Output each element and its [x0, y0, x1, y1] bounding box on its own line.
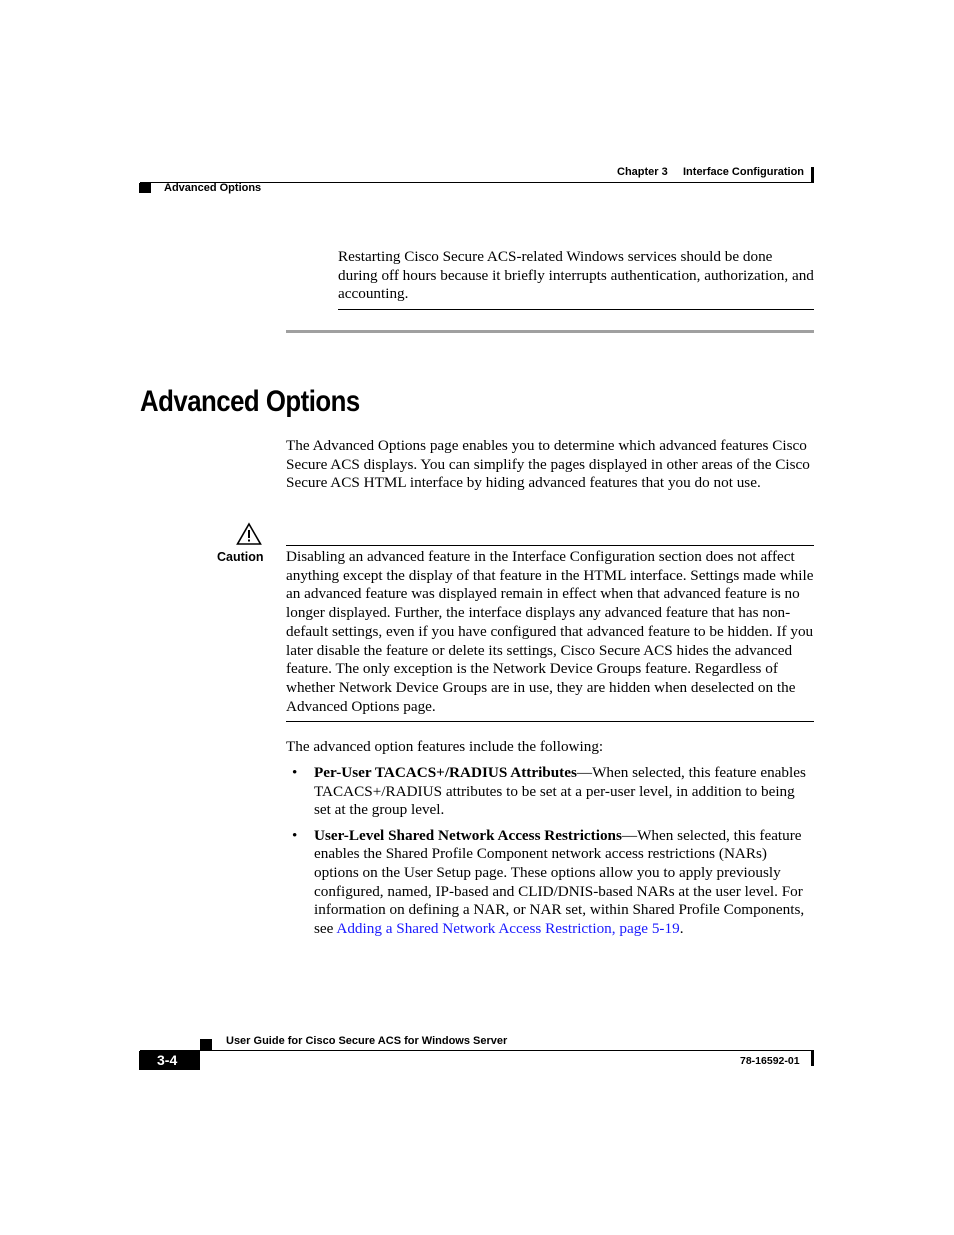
header-chapter-title: Interface Configuration: [683, 166, 805, 178]
feature-description: —When selected, this feature enables TACACS+/RADIUS attributes to be set at a per-user level, in addition to being set at the group level.: [314, 764, 806, 819]
footer-doc-number: 78-16592-01: [740, 1055, 800, 1067]
footer-left-bar: [200, 1039, 212, 1050]
page-number-box: [139, 1051, 200, 1070]
page-number: 3-4: [157, 1052, 178, 1068]
feature-list: [286, 764, 814, 945]
header-section-marker: [139, 183, 151, 193]
caution-label: Caution: [217, 550, 264, 564]
feature-term: Per-User TACACS+/RADIUS Attributes: [314, 764, 577, 781]
note-end-rule: [338, 309, 814, 310]
chapter-label: Chapter 3: [617, 166, 668, 178]
caution-icon: [236, 522, 262, 546]
section-title: Advanced Options: [140, 385, 360, 418]
bullet: •: [292, 764, 298, 781]
footer-guide-title: User Guide for Cisco Secure ACS for Windows Server: [226, 1035, 508, 1047]
caution-top-rule: [286, 545, 814, 546]
sentence-end: .: [679, 920, 684, 938]
list-item: [286, 827, 814, 939]
caution-bottom-rule: [286, 721, 814, 722]
intro-paragraph: The Advanced Options page enables you to determine which advanced features Cisco Secure ACS displays. You can simplify the pages displayed in other areas of the Cisco Secure ACS HTML interface by hiding advanced features that you do not use.: [286, 437, 810, 492]
header-section: Advanced Options: [164, 182, 262, 194]
footer-right-bar: [811, 1051, 814, 1066]
bullet: •: [292, 826, 298, 844]
caution-text: Disabling an advanced feature in the Interface Configuration section does not affect anything except the display of that feature in the HTML interface. Settings made while an advanced feature was displayed remain in effect when that advanced feature is no longer displayed. Further, the interface displays any advanced feature that has non-default settings, even if you have configured that advanced feature to be hidden. If you later disable the feature or delete its settings, Cisco Secure ACS hides the advanced feature. The only exception is the Network Device Groups feature. Regardless of whether Network Device Groups are in use, they are hidden when deselected on the Advanced Options page.: [286, 548, 814, 715]
list-intro: The advanced option features include the following:: [286, 738, 604, 755]
feature-description: —When selected, this feature enables the Shared Profile Component network access restrictions (NARs) options on the User Setup page. These options allow you to apply previously configured, named, IP-based and CLID/DNIS-based NARs at the user level. For information on defining a NAR, or NAR set, within Shared Profile Components, see: [314, 826, 805, 938]
note-continuation: Restarting Cisco Secure ACS-related Windows services should be done during off hours because it briefly interrupts authentication, authorization, and accounting.: [338, 248, 814, 303]
footer-rule: [140, 1050, 814, 1051]
section-heading-wrap: [140, 385, 395, 419]
feature-term: User-Level Shared Network Access Restrictions: [314, 826, 622, 844]
header-right-bar: [811, 167, 814, 183]
header-chapter: [617, 166, 668, 178]
cross-reference-link[interactable]: Adding a Shared Network Access Restriction, page 5-19: [336, 920, 680, 938]
section-separator: [286, 330, 814, 333]
list-item: [286, 764, 814, 820]
